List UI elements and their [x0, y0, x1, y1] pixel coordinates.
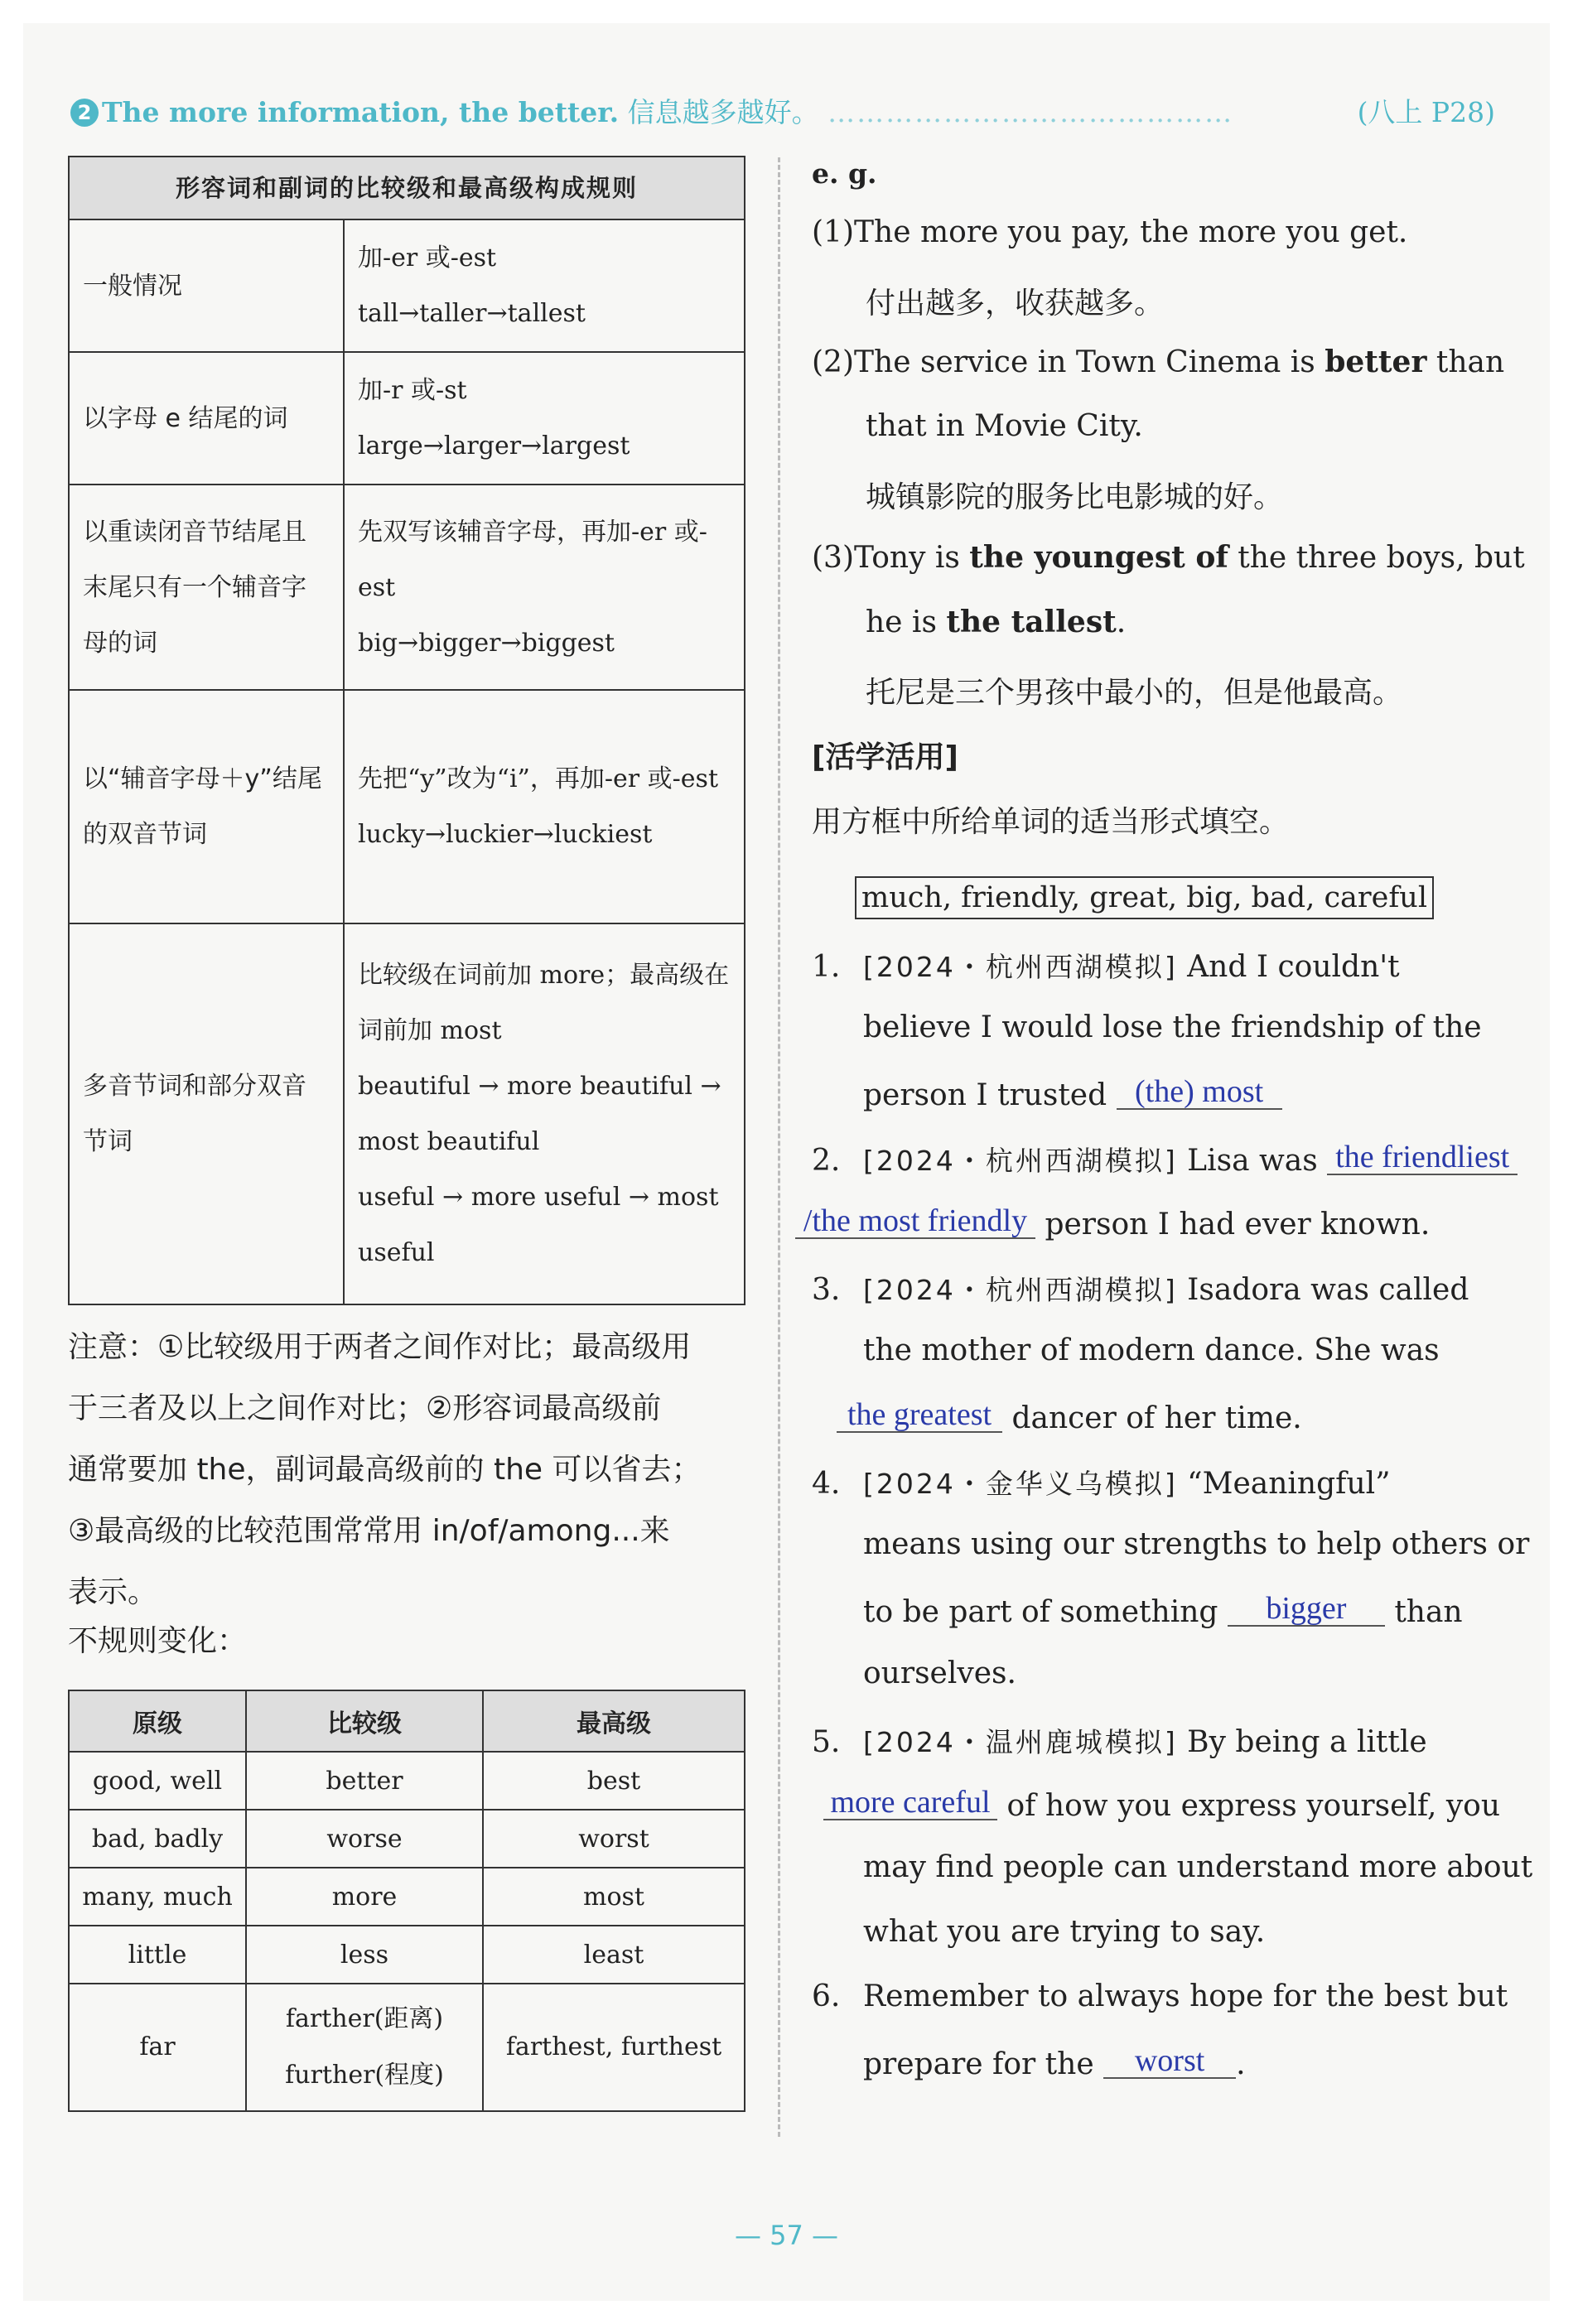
cell-comparative: better [246, 1752, 483, 1810]
question-4-line [863, 1592, 1526, 1629]
table-row [69, 923, 745, 1304]
example-2 [812, 345, 1504, 379]
cell-superlative: worst [483, 1810, 745, 1868]
question-1-line: believe I would lose the friendship of the [863, 1010, 1482, 1044]
cell-superlative: farthest, furthest [483, 1984, 745, 2111]
table-row [69, 219, 745, 352]
cell-base: far [69, 1984, 246, 2111]
example-text: . [1116, 605, 1127, 639]
table-row [69, 1984, 745, 2111]
question-source: [2024・杭州西湖模拟] [863, 1274, 1178, 1306]
rule-text: 加-r 或-st [358, 376, 467, 405]
column-header: 比较级 [246, 1690, 483, 1752]
table-row [69, 352, 745, 485]
heading-english: The more information, the better. [102, 96, 620, 128]
rule-example: beautiful → more beautiful → most beautiful [358, 1072, 721, 1156]
table-row [69, 1926, 745, 1984]
note-paragraph [68, 1317, 747, 1623]
rule-example: tall→taller→tallest [358, 299, 586, 328]
cell-comparative: worse [246, 1810, 483, 1868]
rule-example: lucky→luckier→luckiest [358, 820, 653, 849]
question-text: to be part of something [863, 1595, 1228, 1629]
example-text: he is [866, 605, 947, 639]
question-5 [812, 1721, 1524, 1760]
word-box: much, friendly, great, big, bad, careful [855, 876, 1434, 919]
question-text: Isadora was called [1177, 1273, 1469, 1307]
question-text: person I trusted [863, 1078, 1117, 1112]
question-text: than [1384, 1595, 1463, 1629]
rules-table [68, 156, 745, 1305]
table-row [69, 1868, 745, 1926]
comparative-distance: farther(距离) [285, 2004, 444, 2033]
question-1-line [863, 1075, 1526, 1112]
example-3 [812, 540, 1525, 575]
irregular-title: 不规则变化： [68, 1624, 248, 1658]
question-source: [2024・杭州西湖模拟] [863, 951, 1178, 983]
example-bold: better [1325, 345, 1427, 379]
example-1: (1)The more you pay, the more you get. [812, 215, 1408, 249]
rule-text: 先双写该辅音字母，再加-er 或-est [358, 517, 707, 602]
rule-category: 一般情况 [69, 219, 344, 352]
rule-example: large→larger→largest [358, 432, 630, 460]
rule-category: 以“辅音字母＋y”结尾的双音节词 [69, 690, 344, 923]
answer-blank[interactable]: bigger [1228, 1592, 1385, 1627]
rule-text: 先把“y”改为“i”，再加-er 或-est [358, 764, 718, 793]
practice-section-title: [活学活用] [812, 740, 958, 774]
rule-cell [344, 352, 745, 485]
answer-blank[interactable]: the friendliest [1327, 1140, 1518, 1175]
question-4-line: means using our strengths to help others or [863, 1527, 1530, 1561]
note-line: 于三者及以上之间作对比；②形容词最高级前 [68, 1391, 662, 1425]
example-bold: the youngest of [969, 540, 1228, 575]
question-4 [812, 1463, 1524, 1502]
cell-comparative: less [246, 1926, 483, 1984]
question-text: prepare for the [863, 2047, 1104, 2081]
rule-category: 以重读闭音节结尾且末尾只有一个辅音字母的词 [69, 485, 344, 690]
example-text: than [1426, 345, 1505, 379]
section-number-badge: 2 [70, 99, 99, 127]
cell-base: bad, badly [69, 1810, 246, 1868]
heading-chinese: 信息越多越好。 [627, 96, 819, 128]
answer-blank-continued[interactable]: /the most friendly [795, 1204, 1035, 1239]
question-number: 3. [812, 1273, 841, 1307]
question-number: 2. [812, 1144, 841, 1178]
rule-category: 以字母 e 结尾的词 [69, 352, 344, 485]
column-header: 最高级 [483, 1690, 745, 1752]
irregular-table [68, 1690, 745, 2112]
cell-base: many, much [69, 1868, 246, 1926]
question-number: 4. [812, 1467, 841, 1501]
example-bold: the tallest [946, 605, 1117, 639]
question-6 [812, 1979, 1524, 2013]
rule-text: 比较级在词前加 more；最高级在词前加 most [358, 961, 730, 1045]
table-row [69, 690, 745, 923]
question-6-line [863, 2044, 1526, 2081]
question-source: [2024・杭州西湖模拟] [863, 1145, 1178, 1177]
rule-cell [344, 485, 745, 690]
cell-superlative: most [483, 1868, 745, 1926]
table-row [69, 1810, 745, 1868]
example-2-cont: that in Movie City. [866, 409, 1143, 443]
example-3-cont [866, 605, 1126, 639]
rule-cell [344, 690, 745, 923]
rule-example-2: useful → more useful → most useful [358, 1183, 719, 1267]
column-divider [778, 157, 780, 2137]
rules-table-title: 形容词和副词的比较级和最高级构成规则 [69, 157, 745, 219]
answer-blank[interactable]: (the) most [1117, 1075, 1282, 1110]
question-text: person I had ever known. [1035, 1208, 1431, 1242]
eg-label: e. g. [812, 157, 877, 190]
cell-superlative: best [483, 1752, 745, 1810]
question-text: And I couldn't [1177, 950, 1400, 984]
question-text: Remember to always hope for the best but [863, 1979, 1508, 2013]
question-3 [812, 1269, 1524, 1308]
question-text: By being a little [1177, 1725, 1427, 1759]
question-1 [812, 946, 1524, 985]
practice-instruction: 用方框中所给单词的适当形式填空。 [812, 805, 1290, 839]
column-header: 原级 [69, 1690, 246, 1752]
question-number: 6. [812, 1979, 841, 2013]
example-1-cn: 付出越多，收获越多。 [866, 287, 1165, 321]
rule-cell [344, 923, 745, 1304]
rule-category: 多音节词和部分双音节词 [69, 923, 344, 1304]
question-text: dancer of her time. [1002, 1401, 1302, 1435]
cell-superlative: least [483, 1926, 745, 1984]
question-text: “Meaningful” [1177, 1467, 1391, 1501]
question-number: 5. [812, 1725, 841, 1759]
cell-base: little [69, 1926, 246, 1984]
question-3-line [837, 1398, 1549, 1435]
cell-comparative: more [246, 1868, 483, 1926]
question-4-line: ourselves. [863, 1656, 1016, 1690]
example-3-cn: 托尼是三个男孩中最小的，但是他最高。 [866, 676, 1403, 710]
example-text: (3)Tony is [812, 541, 970, 575]
example-text: the three boys, but [1228, 541, 1525, 575]
cell-comparative [246, 1984, 483, 2111]
comparative-degree: further(程度) [285, 2061, 444, 2090]
heading-dots: …………………………………… [828, 96, 1234, 128]
question-text: . [1236, 2047, 1246, 2081]
cell-base: good, well [69, 1752, 246, 1810]
rule-example: big→bigger→biggest [358, 628, 615, 658]
question-5-line: may find people can understand more about [863, 1850, 1533, 1884]
question-source: [2024・金华义乌模拟] [863, 1468, 1178, 1500]
note-line: 注意：①比较级用于两者之间作对比；最高级用 [68, 1330, 692, 1364]
heading-reference: (八上 P28) [1357, 96, 1495, 128]
table-row [69, 1752, 745, 1810]
example-2-cn: 城镇影院的服务比电影城的好。 [866, 480, 1284, 514]
note-line: 通常要加 the，副词最高级前的 the 可以省去； [68, 1453, 702, 1487]
table-row [69, 485, 745, 690]
rule-text: 加-er 或-est [358, 243, 497, 272]
question-source: [2024・温州鹿城模拟] [863, 1726, 1178, 1758]
question-5-line [823, 1786, 1536, 1823]
note-line: ③最高级的比较范围常常用 in/of/among...来 [68, 1514, 670, 1548]
answer-blank[interactable]: more careful [823, 1786, 997, 1820]
question-2 [812, 1140, 1524, 1179]
question-text: Lisa was [1177, 1144, 1328, 1178]
example-text: (2)The service in Town Cinema is [812, 345, 1325, 379]
answer-blank[interactable]: worst [1103, 2044, 1236, 2079]
rule-cell [344, 219, 745, 352]
question-number: 1. [812, 950, 841, 984]
question-5-line: what you are trying to say. [863, 1915, 1266, 1949]
question-3-line: the mother of modern dance. She was [863, 1333, 1440, 1367]
answer-blank[interactable]: the greatest [837, 1398, 1002, 1433]
page-number: — 57 — [734, 2220, 839, 2251]
question-text: of how you express yourself, you [997, 1789, 1501, 1823]
section-heading [70, 91, 1495, 134]
question-2-line [795, 1204, 1508, 1242]
note-line: 表示。 [68, 1575, 158, 1609]
